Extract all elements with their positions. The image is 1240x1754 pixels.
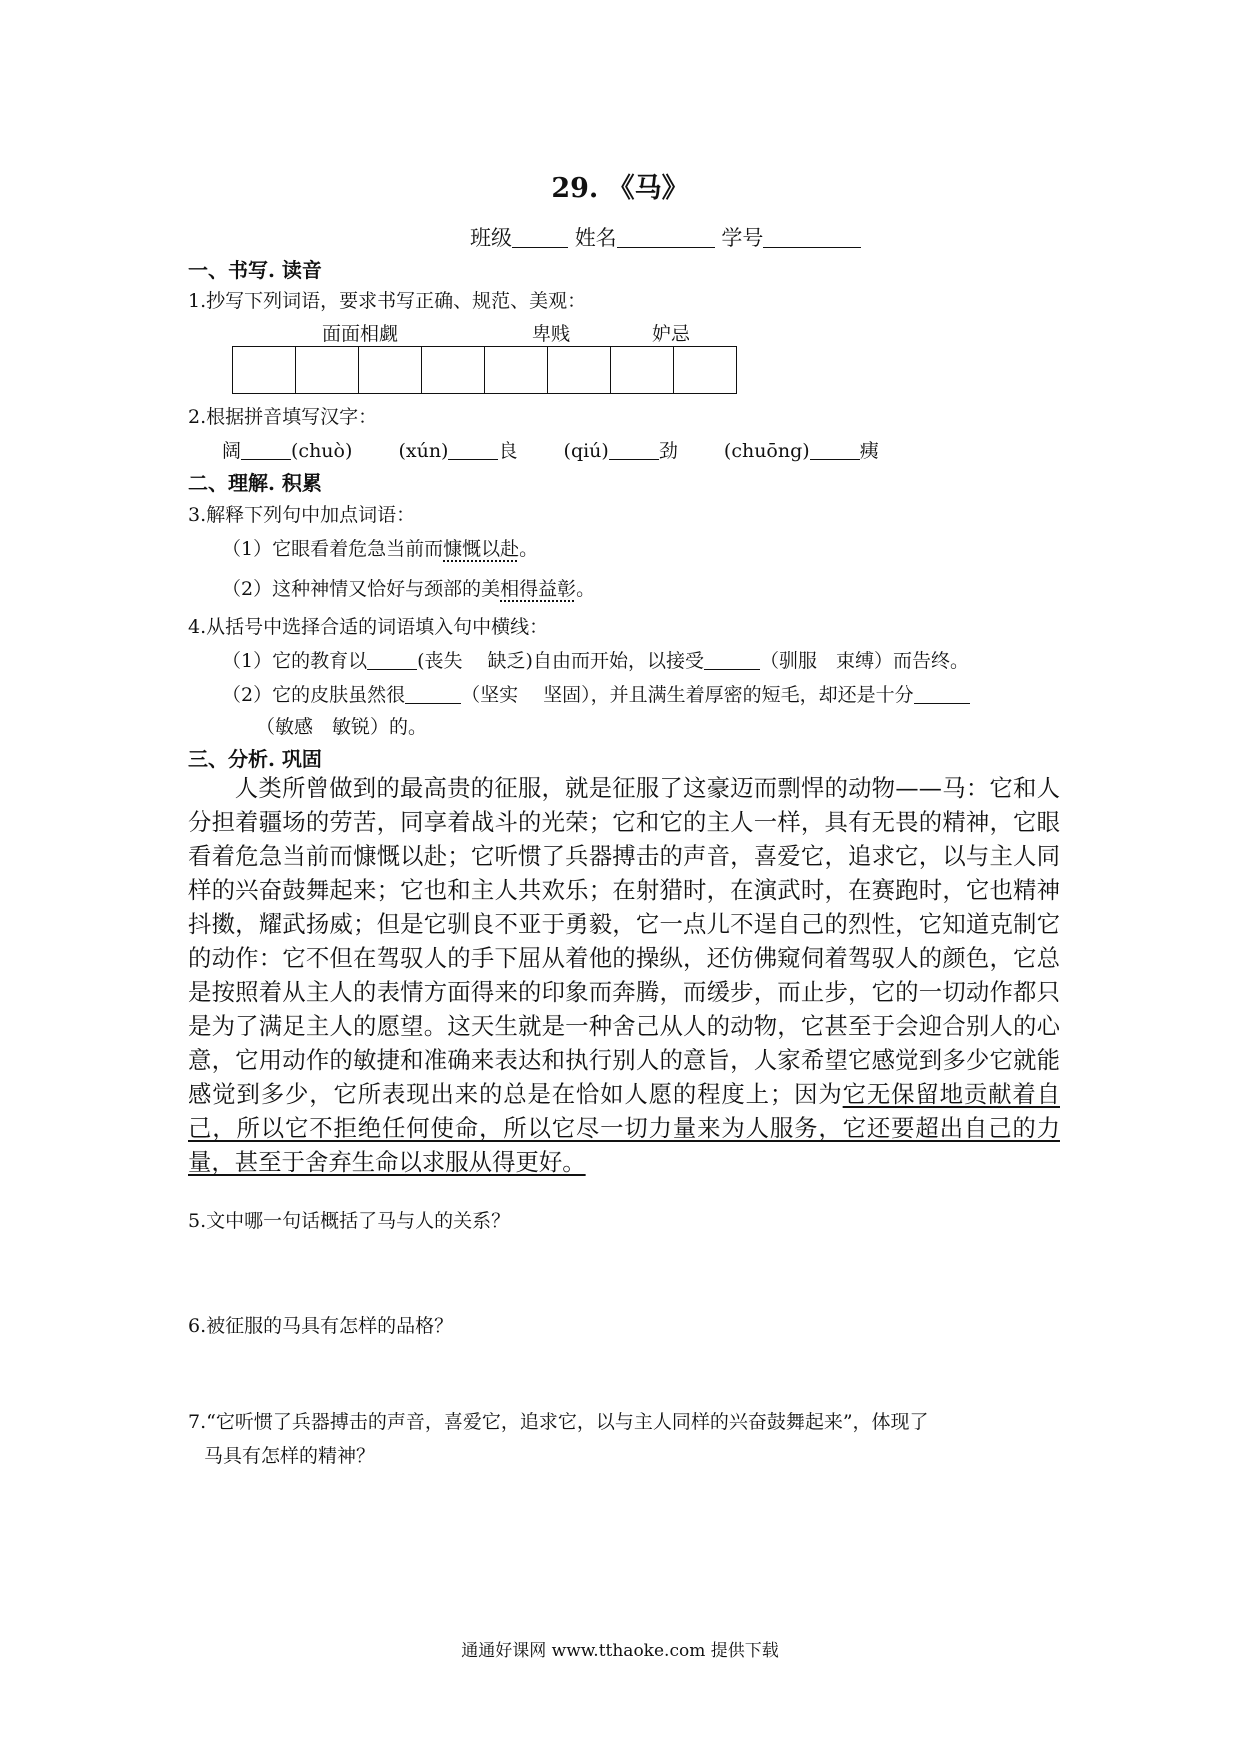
question-2: 2.根据拼音填写汉字：: [188, 406, 378, 428]
pinyin-item-4: (chuōng) 痍: [723, 440, 879, 462]
class-label: 班级: [470, 226, 512, 250]
dotted-phrase: 慷慨以赴: [443, 538, 520, 560]
footer-credit: 通通好课网 www.tthaoke.com 提供下载: [461, 1641, 779, 1661]
passage-text: 人类所曾做到的最高贵的征服，就是征服了这豪迈而剽悍的动物——马：它和人分担着疆场的劳苦，同享着战斗的光荣；它和它的主人一样，具有无畏的精神，它眼看着危急当前而慷慨以赴；它听惯了兵器搏击的声音，喜爱它，追求它，以与主人同样的兴奋鼓舞起来；它也和主人共欢乐；在射猎时，在演武时，在赛跑时，它也精神抖擞，耀武扬威；但是它驯良不亚于勇毅，它一点儿不逞自己的烈性，它知道克制它的动作：它不但在驾驭人的手下屈从着他的操纵，还仿佛窥伺着驾驭人的颜色，它总是按照着从主人的表情方面得来的印象而奔腾，而缓步，而止步，它的一切动作都只是为了满足主人的愿望。这天生就是一种舍己从人的动物，它甚至于会迎合别人的心意，它用动作的敏捷和准确来表达和执行别人的意旨，人家希望它感觉到多少它就能感觉到多少，它所表现出来的总是在恰如人愿的程度上；因为: [188, 774, 1060, 1108]
answer-blank[interactable]: [448, 439, 498, 460]
name-label: 姓名: [574, 226, 617, 250]
writing-box[interactable]: [485, 347, 548, 393]
question-5: 5.文中哪一句话概括了马与人的关系？: [188, 1210, 511, 1232]
question-7-cont: 马具有怎样的精神？: [204, 1445, 376, 1467]
pinyin-row: [222, 436, 919, 463]
section3-heading: 三、分析. 巩固: [188, 747, 322, 771]
question-7: 7.“它听惯了兵器搏击的声音，喜爱它，追求它，以与主人同样的兴奋鼓舞起来”，体现了: [188, 1411, 929, 1433]
number-label: 学号: [721, 226, 764, 250]
answer-blank[interactable]: [914, 683, 970, 704]
answer-blank[interactable]: [241, 439, 291, 460]
question-1: 1.抄写下列词语，要求书写正确、规范、美观：: [188, 290, 587, 312]
student-info-line: [470, 222, 861, 252]
reading-passage: [188, 771, 1060, 1179]
class-blank[interactable]: [512, 227, 568, 248]
question-3-1: （1）它眼看着危急当前而慷慨以赴。: [222, 538, 539, 560]
word-1: 面面相觑: [322, 323, 399, 345]
writing-box[interactable]: [674, 347, 736, 393]
pinyin-item-2: (xún) 良: [398, 440, 518, 462]
writing-box[interactable]: [359, 347, 422, 393]
answer-blank[interactable]: [609, 439, 659, 460]
question-4-2: （2）它的皮肤虽然很 （坚实 坚固），并且满生着厚密的短毛，却还是十分: [222, 680, 970, 707]
answer-blank[interactable]: [405, 683, 461, 704]
section1-heading: 一、书写. 读音: [188, 258, 322, 282]
section2-heading: 二、理解. 积累: [188, 471, 322, 495]
question-4-2-cont: （敏感 敏锐）的。: [256, 716, 428, 738]
question-4-1: （1）它的教育以 (丧失 缺乏)自由而开始，以接受 （驯服 束缚）而告终。: [222, 650, 969, 672]
answer-blank[interactable]: [810, 439, 860, 460]
question-3: 3.解释下列句中加点词语：: [188, 504, 416, 526]
name-blank[interactable]: [617, 227, 715, 248]
answer-blank[interactable]: [704, 649, 760, 670]
page-title: 29. 《马》: [551, 173, 689, 204]
question-6: 6.被征服的马具有怎样的品格？: [188, 1315, 454, 1337]
writing-box[interactable]: [548, 347, 611, 393]
answer-blank[interactable]: [367, 649, 417, 670]
writing-box[interactable]: [422, 347, 485, 393]
dotted-phrase: 相得益彰: [500, 578, 577, 600]
question-4: 4.从括号中选择合适的词语填入句中横线：: [188, 616, 549, 638]
writing-box[interactable]: [611, 347, 674, 393]
pinyin-item-1: 阔 (chuò): [222, 440, 353, 462]
writing-box[interactable]: [296, 347, 359, 393]
word-3: 妒忌: [652, 323, 691, 345]
pinyin-item-3: (qiú) 劲: [563, 440, 678, 462]
writing-grid: [232, 346, 737, 394]
word-2: 卑贱: [532, 323, 571, 345]
writing-box[interactable]: [233, 347, 296, 393]
number-blank[interactable]: [763, 227, 861, 248]
question-3-2: （2）这种神情又恰好与颈部的美相得益彰。: [222, 578, 596, 600]
passage-underlined-sentence: 它无保留地贡献着自己，所以它不拒绝任何使命，所以它尽一切力量来为人服务，它还要超出自己的力量，甚至于舍弃生命以求服从得更好。: [188, 1080, 1060, 1176]
